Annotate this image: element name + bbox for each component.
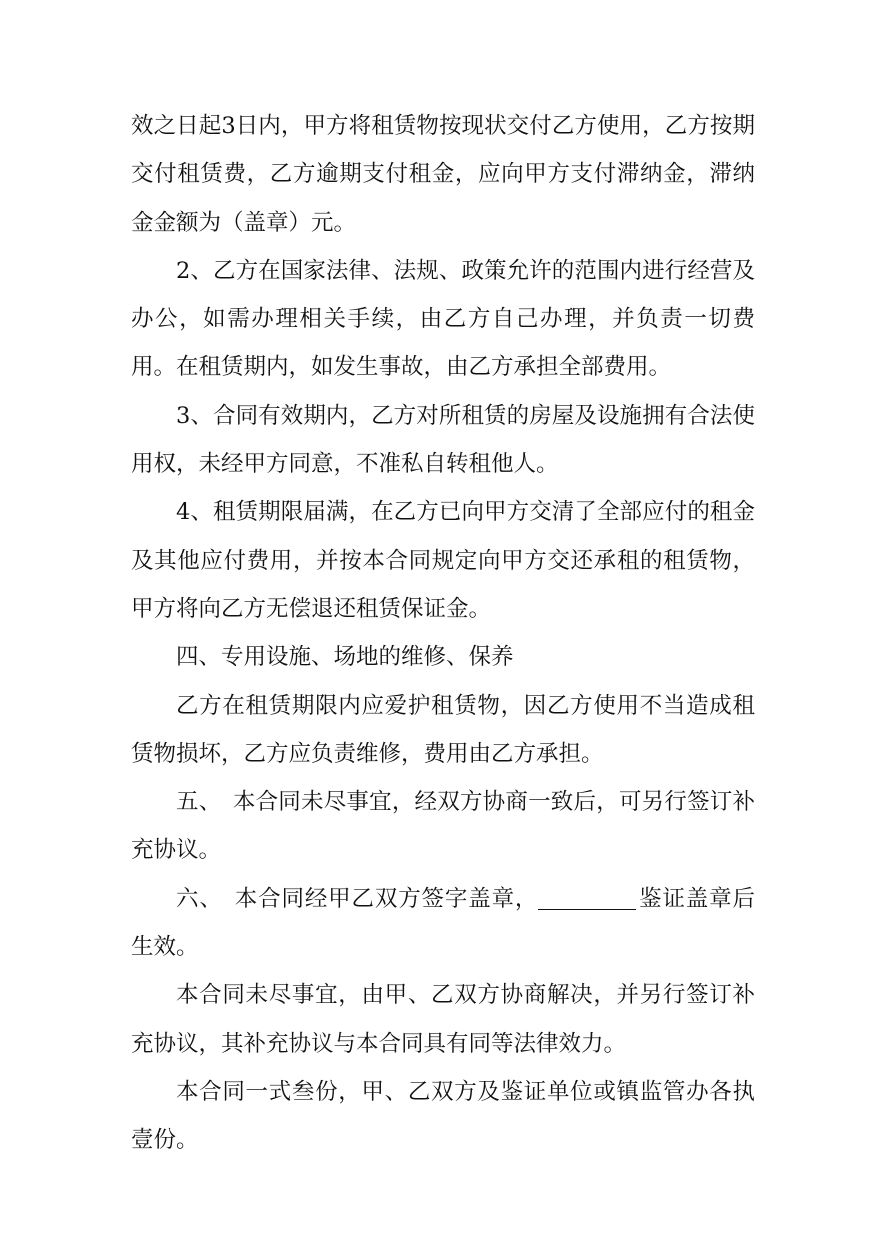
section-6-text-after: 鉴证盖章后生效。 bbox=[131, 885, 755, 961]
paragraph-clause-2: 2、乙方在国家法律、法规、政策允许的范围内进行经营及办公，如需办理相关手续，由乙方自己办理，并负责一切费用。在租赁期内，如发生事故，由乙方承担全部费用。 bbox=[131, 257, 755, 381]
paragraph-section-6 bbox=[131, 875, 755, 972]
section-heading-maintenance: 四、专用设施、场地的维修、保养 bbox=[176, 644, 514, 671]
paragraph-copies: 本合同一式叁份，甲、乙双方及鉴证单位或镇监管办各执壹份。 bbox=[131, 1078, 755, 1154]
signature-blank-line bbox=[538, 887, 636, 910]
paragraph-delivery-terms: 效之日起3日内，甲方将租赁物按现状交付乙方使用，乙方按期交付租赁费，乙方逾期支付租金，应向甲方支付滞纳金，滞纳金金额为（盖章）元。 bbox=[131, 113, 755, 236]
contract-body bbox=[131, 102, 755, 1165]
paragraph-maintenance: 乙方在租赁期限内应爱护租赁物，因乙方使用不当造成租赁物损坏，乙方应负责维修，费用由乙方承担。 bbox=[131, 692, 755, 767]
paragraph-clause-3: 3、合同有效期内，乙方对所租赁的房屋及设施拥有合法使用权，未经甲方同意，不准私自转租他人。 bbox=[131, 402, 755, 478]
paragraph-supplementary: 本合同未尽事宜，由甲、乙双方协商解决，并另行签订补充协议，其补充协议与本合同具有同等法律效力。 bbox=[131, 982, 755, 1057]
paragraph-section-5: 五、 本合同未尽事宜，经双方协商一致后，可另行签订补充协议。 bbox=[131, 789, 755, 864]
paragraph-clause-4: 4、租赁期限届满，在乙方已向甲方交清了全部应付的租金及其他应付费用，并按本合同规定向甲方交还承租的租赁物，甲方将向乙方无偿退还租赁保证金。 bbox=[131, 499, 755, 622]
section-6-text-before: 六、 本合同经甲乙双方签字盖章， bbox=[176, 885, 539, 912]
